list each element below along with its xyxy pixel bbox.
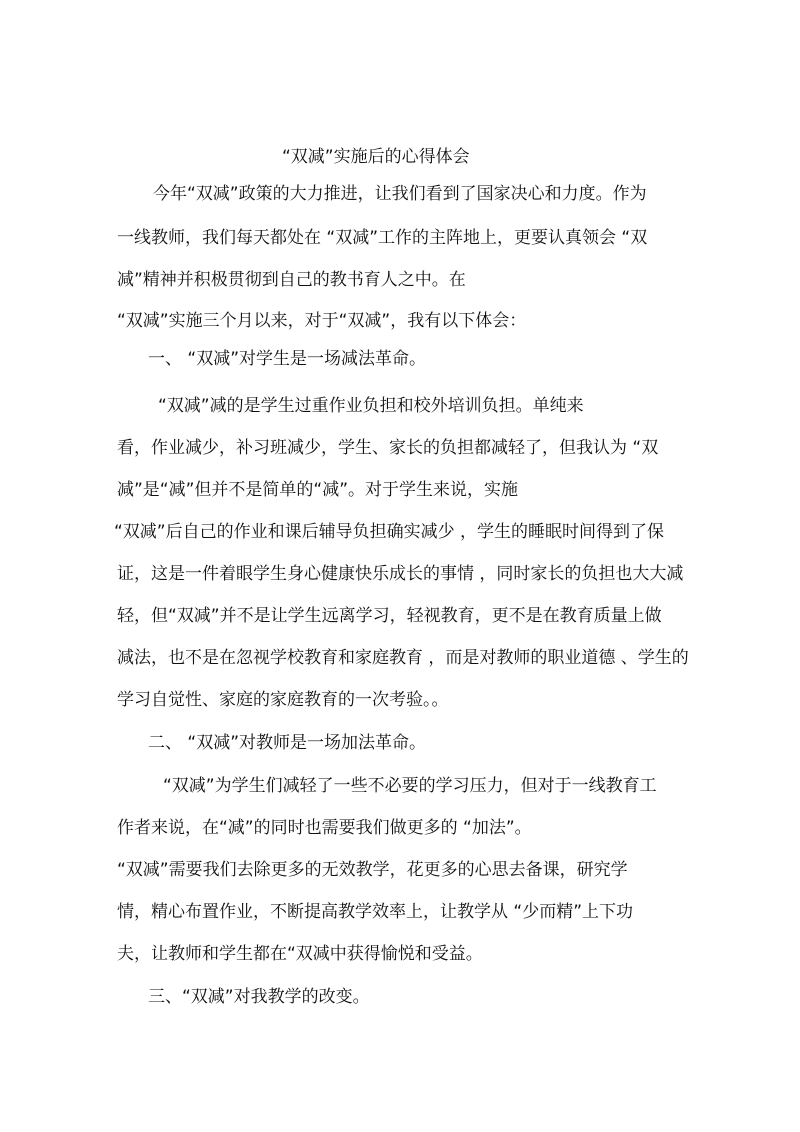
section-heading-1: 一、 “双减”对学生是一场减法革命。 (148, 349, 427, 369)
text-line: 减”是“减”但并不是简单的“减”。对于学生来说，实施 (117, 480, 519, 500)
text-line: 一线教师，我们每天都处在 “双减”工作的主阵地上，更要认真领会 “双 (117, 228, 648, 248)
text-line: “双减”需要我们去除更多的无效教学，花更多的心思去备课，研究学 (117, 860, 628, 880)
text-line: 作者来说，在“减”的同时也需要我们做更多的 “加法”。 (117, 818, 532, 838)
text-line: 轻，但“双减”并不是让学生远离学习，轻视教育，更不是在教育质量上做 (117, 606, 662, 626)
text-line: “双减”实施三个月以来，对于“双减”，我有以下体会： (117, 311, 527, 331)
text-line: 情，精心布置作业，不断提高教学效率上，让教学从 “少而精”上下功 (117, 902, 634, 922)
text-line: “双减”后自己的作业和课后辅导负担确实减少 ，学生的睡眠时间得到了保 (114, 522, 665, 542)
section-heading-3: 三、“双减”对我教学的改变。 (148, 987, 370, 1007)
text-line: 证，这是一件着眼学生身心健康快乐成长的事情 ，同时家长的负担也大大减 (117, 564, 684, 584)
text-line: “双减”为学生们减轻了一些不必要的学习压力，但对于一线教育工 (163, 776, 657, 796)
text-line: 今年“双减”政策的大力推进，让我们看到了国家决心和力度。作为 (153, 184, 647, 204)
text-line: “双减”减的是学生过重作业负担和校外培训负担。单纯来 (158, 396, 584, 416)
text-line: 减”精神并积极贯彻到自己的教书育人之中。在 (117, 270, 466, 290)
document-title: “双减”实施后的心得体会 (282, 147, 470, 167)
text-line: 看，作业减少，补习班减少，学生、家长的负担都减轻了，但我认为 “双 (117, 438, 659, 458)
text-line: 学习自觉性、家庭的家庭教育的一次考验。。 (117, 690, 449, 710)
section-heading-2: 二、 “双减”对教师是一场加法革命。 (148, 733, 427, 753)
text-line: 夫，让教师和学生都在“双减中获得愉悦和受益。 (117, 944, 483, 964)
text-line: 减法，也不是在忽视学校教育和家庭教育 ，而是对教师的职业道德 、学生的 (117, 648, 689, 668)
